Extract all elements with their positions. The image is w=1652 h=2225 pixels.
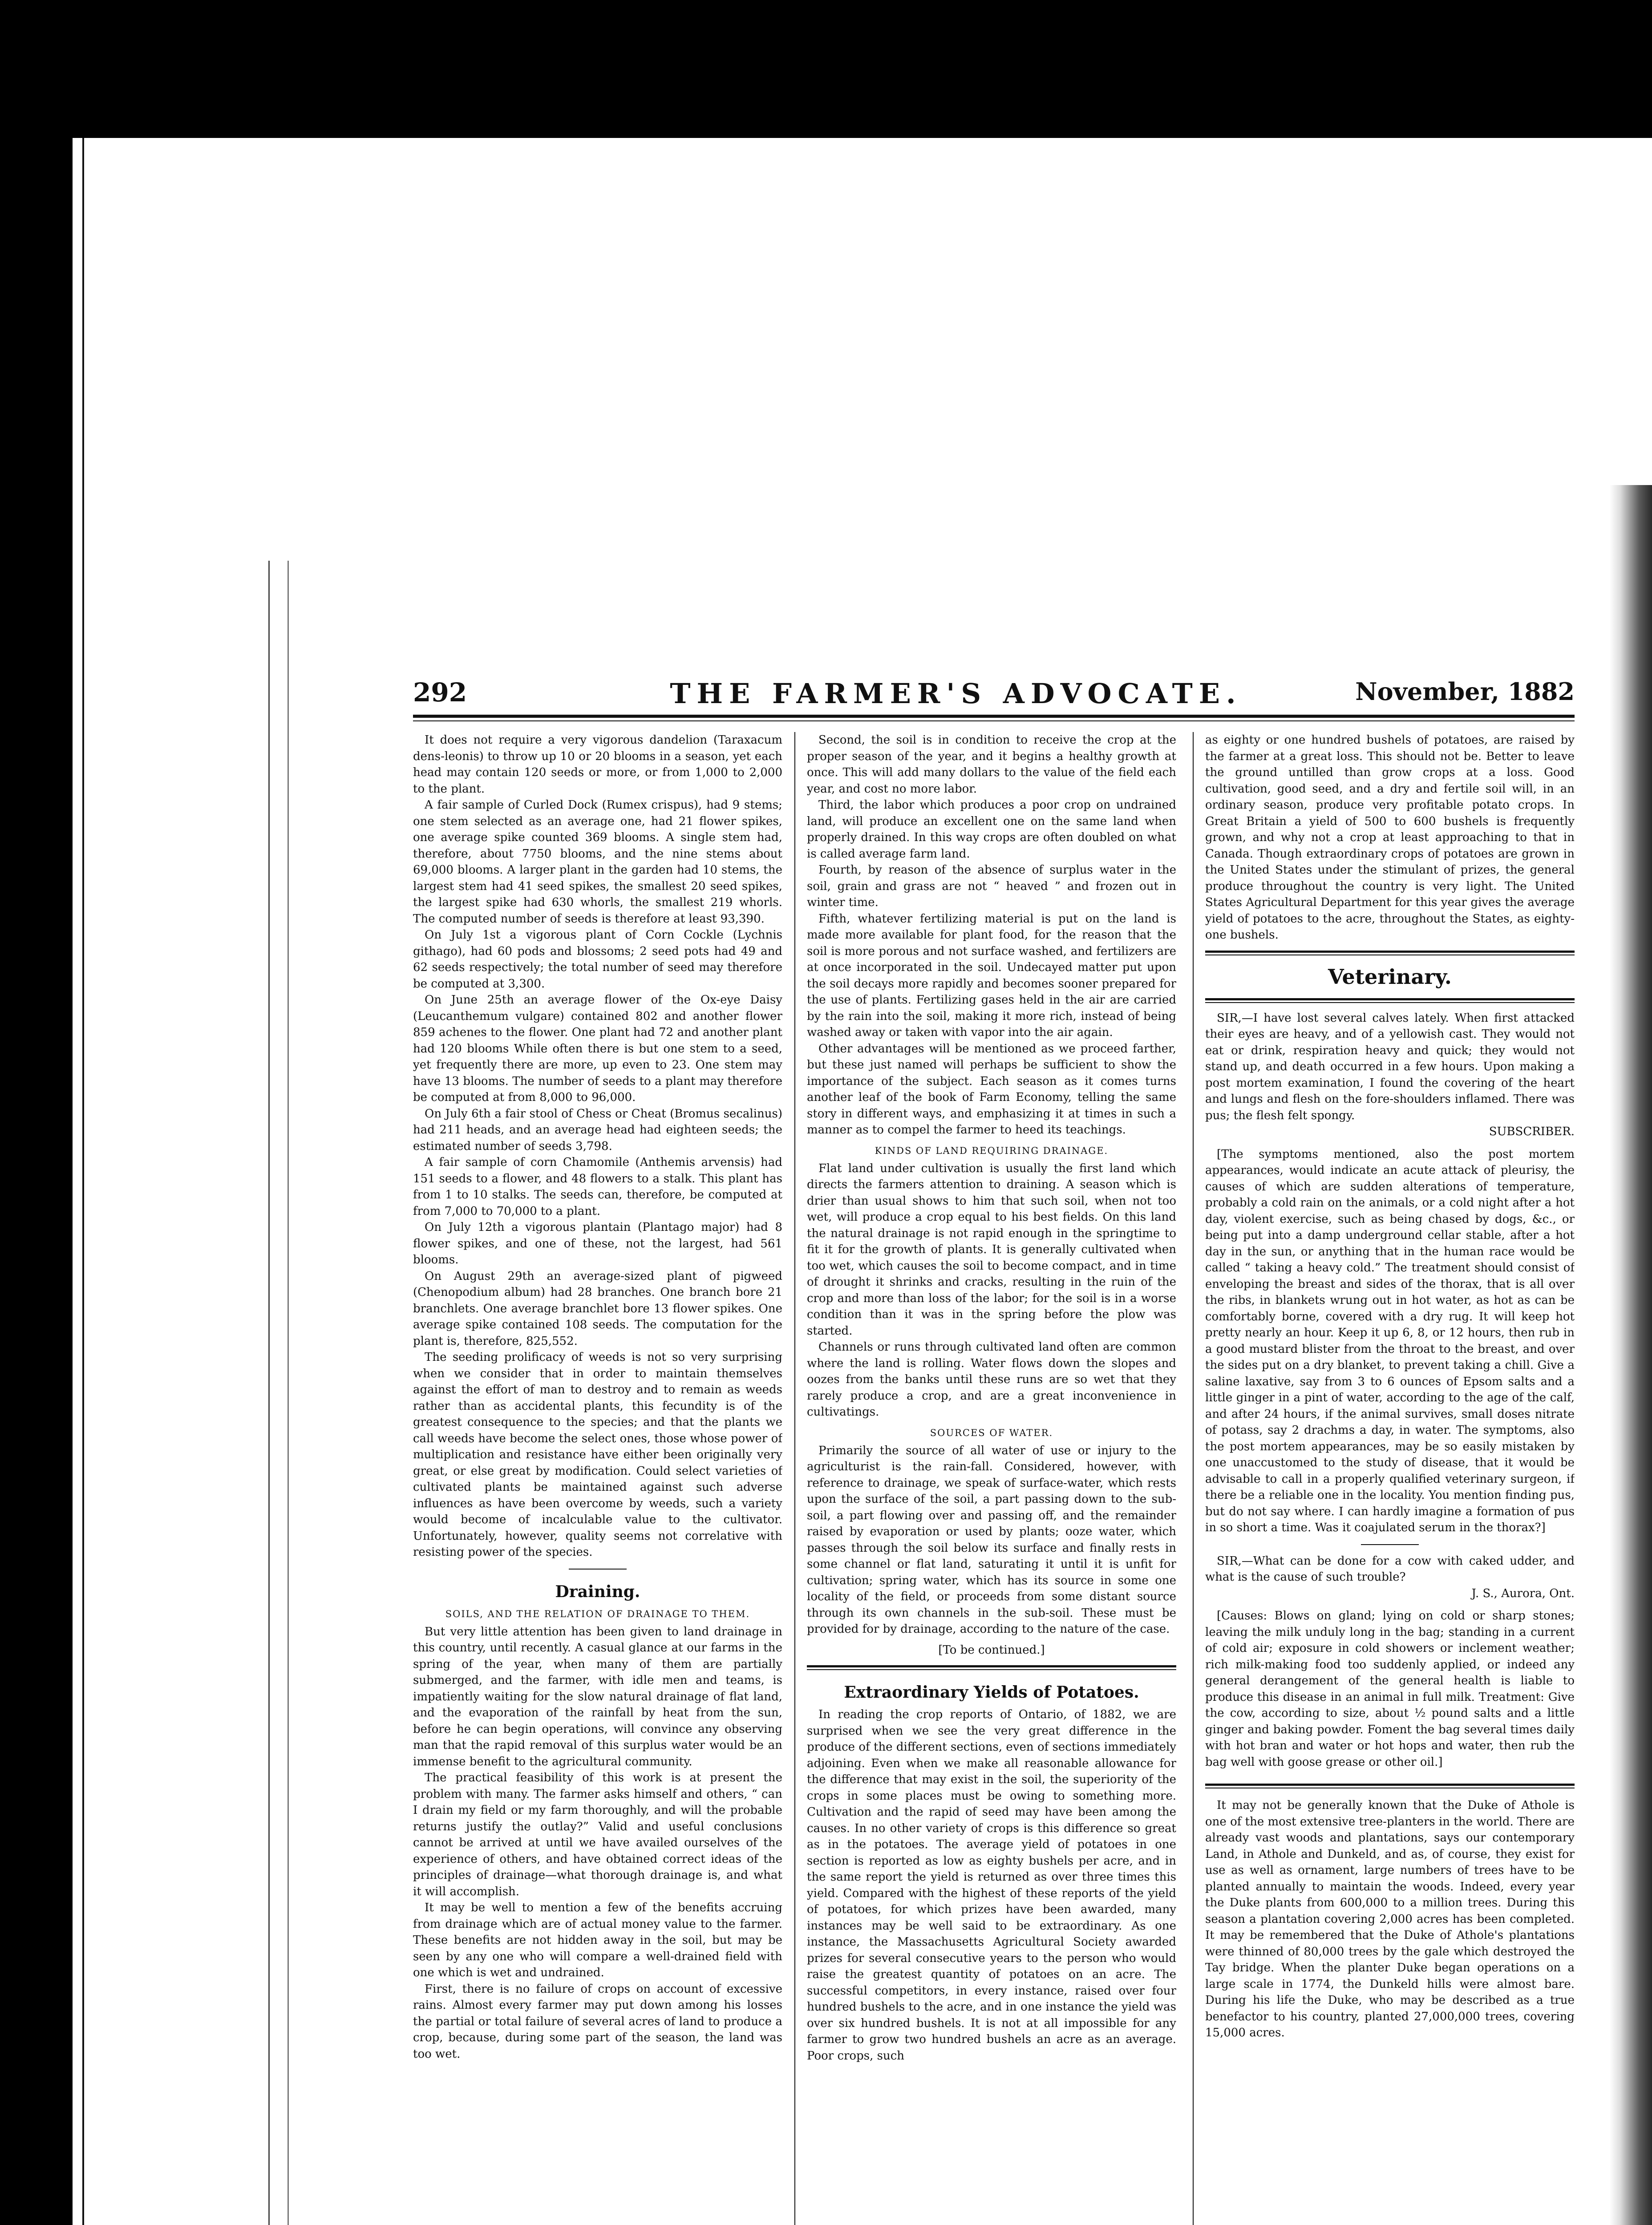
paragraph: It does not require a very vigorous dandelion (Taraxacum dens-leonis) to throw up 10 or 20 blooms in a season, yet each head may contain 120 seeds or more, or from 1,000 to 2,000 to the plant.	[413, 733, 782, 796]
page-header	[413, 668, 1575, 716]
paragraph: SIR,—What can be done for a cow with caked udder, and what is the cause of such trouble?	[1205, 1554, 1575, 1584]
to-be-continued: [To be continued.]	[938, 1643, 1045, 1657]
paragraph: Fourth, by reason of the absence of surplus water in the soil, grain and grass are not “ heaved ” and frozen out in winter time.	[807, 863, 1176, 909]
page-number: 292	[413, 677, 467, 708]
paragraph: The seeding prolificacy of weeds is not so very surprising when we consider that in order to maintain themselves against the effort of man to destroy and to remain as weeds rather than as accidental plants, this fecundity is of the greatest consequence to the species; and that the plants we call weeds have become the select ones, those whose power of multiplication and resistance have either been originally very great, or else great by modification. Could select varieties of cultivated plants be maintained against such adverse influences as have been overcome by weeds, such a variety would become of incalculable value to the cultivator. Unfortunately, however, quality seems not correlative with resisting power of the species.	[413, 1351, 782, 1559]
paragraph: On August 29th an average-sized plant of pigweed (Chenopodium album) had 28 branches. One branch bore 21 branchlets. One average branchlet bore 13 flower spikes. One average spike contained 108 seeds. The computation for the plant is, therefore, 825,552.	[413, 1269, 782, 1348]
paragraph: On July 6th a fair stool of Chess or Cheat (Bromus secalinus) had 211 heads, and an average head had eighteen seeds; the estimated number of seeds 3,798.	[413, 1107, 782, 1153]
sheet-edge	[82, 138, 84, 2225]
section-divider	[1205, 998, 1575, 1003]
subheading: KINDS OF LAND REQUIRING DRAINAGE.	[875, 1145, 1109, 1156]
paragraph: Second, the soil is in condition to receive the crop at the proper season of the year, and it begins a healthy growth at once. This will add many dollars to the value of the field each year, and cost no more labor.	[807, 733, 1176, 796]
paragraph: On June 25th an average flower of the Ox-eye Daisy (Leucanthemum vulgare) contained 802 and another flower 859 achenes to the flower. One plant had 72 and another plant had 120 blooms While often there is but one stem to a seed, yet frequently there are more, up even to 23. One stem may have 13 blooms. The number of seeds to a plant may therefore be computed at from 8,000 to 96,000.	[413, 993, 782, 1104]
header-rule-thick	[413, 715, 1575, 718]
paragraph: It may be well to mention a few of the benefits accruing from drainage which are of actual money value to the farmer. These benefits are not hidden away in the soil, but may be seen by any one who will compare a well-drained field with one which is wet and undrained.	[413, 1901, 782, 1979]
page-fold-shadow	[1610, 485, 1652, 2225]
binding-margin	[268, 561, 289, 2225]
column-2	[807, 732, 1176, 2225]
paragraph: It may not be generally known that the Duke of Athole is one of the most extensive tree-planters in the world. There are already vast woods and plantations, says our contemporary Land, in Athole and Dunkeld, and as, of course, they exist for use as well as ornament, large numbers of trees have to be planted annually to maintain the woods. Indeed, every year the Duke plants from 600,000 to a million trees. During this season a plantation covering 2,000 acres has been completed. It may be remembered that the Duke of Athole's plantations were thinned of 80,000 trees by the gale which destroyed the Tay bridge. When the planter Duke began operations on a large scale in 1774, the Dunkeld hills were almost bare. During his life the Duke, who may be described as a true benefactor to his country, planted 27,000,000 trees, covering 15,000 acres.	[1205, 1799, 1575, 2039]
column-3	[1205, 732, 1575, 2225]
paragraph: as eighty or one hundred bushels of potatoes, are raised by the farmer at a great loss. This should not be. Better to leave the ground untilled than grow crops at a loss. Good cultivation, good seed, and a dry and fertile soil will, in an ordinary season, produce very profitable potato crops. In Great Britain a yield of 500 to 600 bushels is frequently grown, and why not a crop at least approaching to that in Canada. Though extraordinary crops of potatoes are grown in the United States under the stimulant of prizes, the general produce throughout the country is very light. The United States Agricultural Department for this year gives the average yield of potatoes to the acre, throughout the States, as eighty-one bushels.	[1205, 733, 1575, 942]
column-1	[413, 732, 782, 2225]
paragraph: On July 1st a vigorous plant of Corn Cockle (Lychnis githago), had 60 pods and blossoms; 2 seed pots had 49 and 62 seeds respectively; the total number of seed may therefore be computed at 3,300.	[413, 928, 782, 991]
scanned-sheet	[73, 138, 1652, 2225]
paragraph: Flat land under cultivation is usually the first land which directs the farmers attention to draining. A season which is drier than usual shows to him that such soil, when not too wet, will produce a crop equal to his best fields. On this land the natural drainage is not rapid enough in the springtime to fit it for the growth of plants. It is generally cultivated when too wet, which causes the soil to become compact, and in time of drought it shrinks and cracks, resulting in the ruin of the crop and more than loss of the labor; for the soil is in a worse condition than it was in the spring before the plow was started.	[807, 1161, 1176, 1338]
subheading: SOILS, AND THE RELATION OF DRAINAGE TO THEM.	[445, 1608, 750, 1619]
section-divider	[1205, 951, 1575, 955]
paragraph: Other advantages will be mentioned as we proceed farther, but these just named will perhaps be sufficient to show the importance of the subject. Each season as it comes turns another leaf of the book of Farm Economy, telling the same story in different ways, and emphasizing it at times in such a manner as to compel the farmer to heed its teachings.	[807, 1042, 1176, 1137]
section-divider	[569, 1569, 627, 1570]
section-title-veterinary: Veterinary.	[1328, 964, 1452, 989]
column-divider	[1193, 732, 1194, 2225]
paragraph: In reading the crop reports of Ontario, of 1882, we are surprised when we see the very great difference in the produce of the different sections, even of sections immediately adjoining. Even when we make all reasonable allowance for the difference that may exist in the soil, the superiority of the crops in some places must be owing to something more. Cultivation and the rapid of seed may have been among the causes. In no other variety of crops is this difference so great as in the potatoes. The average yield of potatoes in one section is reported as low as eighty bushels per acre, and in the same report the yield is returned as over three times this yield. Compared with the highest of these reports of the yield of potatoes, for which prizes have been awarded, many instances may be well said to be extraordinary. As one instance, the Massachusetts Agricultural Society awarded prizes for several consecutive years to the person who would raise the greatest quantity of potatoes on an acre. The successful competitors, in every instance, raised over four hundred bushels to the acre, and in one instance the yield was over six hundred bushels. It is not at all impossible for any farmer to grow two hundred bushels an acre as an average. Poor crops, such	[807, 1708, 1176, 2063]
signature: J. S., Aurora, Ont.	[1471, 1586, 1575, 1600]
subheading: SOURCES OF WATER.	[930, 1427, 1053, 1438]
paragraph: SIR,—I have lost several calves lately. When first attacked their eyes are heavy, and of a yellowish cast. They would not eat or drink, respiration heavy and quick; they would not stand up, and death occurred in a few hours. Upon making a post mortem examination, I found the covering of the heart and lungs and flesh on the fore-shoulders inflamed. There was pus; the flesh felt spongy.	[1205, 1011, 1575, 1122]
section-divider	[1205, 1784, 1575, 1788]
paragraph: Channels or runs through cultivated land often are common where the land is rolling. Water flows down the slopes and oozes from the banks until these runs are so wet that they rarely produce a crop, and are a great inconvenience in cultivatings.	[807, 1340, 1176, 1419]
newspaper-page	[413, 668, 1575, 2225]
section-divider	[1361, 1544, 1419, 1545]
issue-date: November, 1882	[1355, 677, 1575, 706]
section-title-potatoes: Extraordinary Yields of Potatoes.	[844, 1683, 1139, 1702]
paragraph: Primarily the source of all water of use or injury to the agriculturist is the rain-fall. Considered, however, with reference to drainage, we speak of surface-water, which rests upon the surface of the soil, a part passing down to the sub-soil, a part flowing over and passing off, and the remainder raised by evaporation or used by plants; ooze water, which passes through the soil below its surface and finally rests in some channel or flat land, saturating it until it is unfit for cultivation; spring water, which has its source in some one locality of the field, or proceeds from some distant source through its own channels in the sub-soil. These must be provided for by drainage, according to the nature of the case.	[807, 1444, 1176, 1636]
paragraph: [Causes: Blows on gland; lying on cold or sharp stones; leaving the milk unduly long in the bag; standing in a current of cold air; exposure in cold showers or inclement weather; rich milk-making food too suddenly applied, or indeed any general derangement of the general health is liable to produce this disease in an animal in full milk. Treatment: Give the cow, according to size, about ½ pound salts and a little ginger and baking powder. Foment the bag several times daily with hot bran and water or hot hops and water, then rub the bag well with goose grease or other oil.]	[1205, 1609, 1575, 1769]
paragraph: But very little attention has been given to land drainage in this country, until recently. A casual glance at our farms in the spring of the year, when many of them are partially submerged, and the farmer, with idle men and teams, is impatiently waiting for the slow natural drainage of flat land, and the evaporation of the rainfall by heat from the sun, before he can begin operations, will convince any observing man that the rapid removal of this surplus water would be an immense benefit to the agricultural community.	[413, 1625, 782, 1768]
masthead-title: THE FARMER'S ADVOCATE.	[670, 677, 1242, 710]
paragraph: The practical feasibility of this work is at present the problem with many. The farmer asks himself and others, “ can I drain my field or my farm thoroughly, and will the probable returns justify the outlay?” Valid and useful conclusions cannot be arrived at until we have availed ourselves of the experience of others, and have obtained correct ideas of the principles of drainage—what thorough drainage is, and what it will accomplish.	[413, 1771, 782, 1898]
paragraph: Fifth, whatever fertilizing material is put on the land is made more available for plant food, for the reason that the soil is more porous and not surface washed, and fertilizers are at once incorporated in the soil. Undecayed matter put upon the soil decays more rapidly and becomes sooner prepared for the use of plants. Fertilizing gases held in the air are carried by the rain into the soil, making it more rich, instead of being washed away or taken with vapor into the air again.	[807, 912, 1176, 1039]
paragraph: A fair sample of corn Chamomile (Anthemis arvensis) had 151 seeds to a flower, and 48 flowers to a stalk. This plant has from 1 to 10 stalks. The seeds can, therefore, be computed at from 7,000 to 70,000 to a plant.	[413, 1156, 782, 1218]
paragraph: [The symptoms mentioned, also the post mortem appearances, would indicate an acute attack of pleurisy, the causes of which are sudden alterations of temperature, probably a cold rain on the animals, or a cold night after a hot day, violent exercise, such as being chased by dogs, &c., or being put into a damp underground cellar stable, after a hot day in the sun, or anything that in the human race would be called “ taking a heavy cold.” The treatment should consist of enveloping the breast and sides of the thorax, that is all over the ribs, in blankets wrung out in hot water, as hot as can be comfortably borne, covered with a dry rug. It will keep hot pretty nearly an hour. Keep it up 6, 8, or 12 hours, then rub in a good mustard blister from the throat to the breast, and over the sides put on a dry blanket, to prevent taking a chill. Give a saline laxative, say from 3 to 6 ounces of Epsom salts and a little ginger in a pint of water, according to the age of the calf, and after 24 hours, if the animal survives, small doses nitrate of potass, say 2 drachms a day, in water. The symptoms, also the post mortem appearances, may be so easily mistaken by one unaccustomed to the study of disease, that it would be advisable to call in a properly qualified veterinary surgeon, if there be a reliable one in the locality. You mention finding pus, but do not say where. I can hardly imagine a formation of pus in so short a time. Was it coajulated serum in the thorax?]	[1205, 1147, 1575, 1534]
paragraph: First, there is no failure of crops on account of excessive rains. Almost every farmer may put down among his losses the partial or total failure of several acres of land to produce a crop, because, during some part of the season, the land was too wet.	[413, 1982, 782, 2061]
section-title-draining: Draining.	[555, 1582, 640, 1601]
signature: SUBSCRIBER.	[1489, 1125, 1575, 1138]
paragraph: On July 12th a vigorous plantain (Plantago major) had 8 flower spikes, and one of these, not the largest, had 561 blooms.	[413, 1221, 782, 1266]
paragraph: A fair sample of Curled Dock (Rumex crispus), had 9 stems; one stem selected as an average one, had 21 flower spikes, one average spike counted 369 blooms. A single stem had, therefore, about 7750 blooms, and the nine stems about 69,000 blooms. A larger plant in the garden had 10 stems, the largest stem had 41 seed spikes, the smallest 20 seed spikes, the largest spike had 630 whorls, the smallest 219 whorls. The computed number of seeds is therefore at least 93,390.	[413, 798, 782, 926]
section-divider	[807, 1665, 1176, 1670]
header-rule-thin	[413, 720, 1575, 721]
column-divider	[794, 732, 795, 2225]
paragraph: Third, the labor which produces a poor crop on undrained land, will produce an excellent one on the same land when properly drained. In this way crops are often doubled on what is called average farm land.	[807, 798, 1176, 861]
